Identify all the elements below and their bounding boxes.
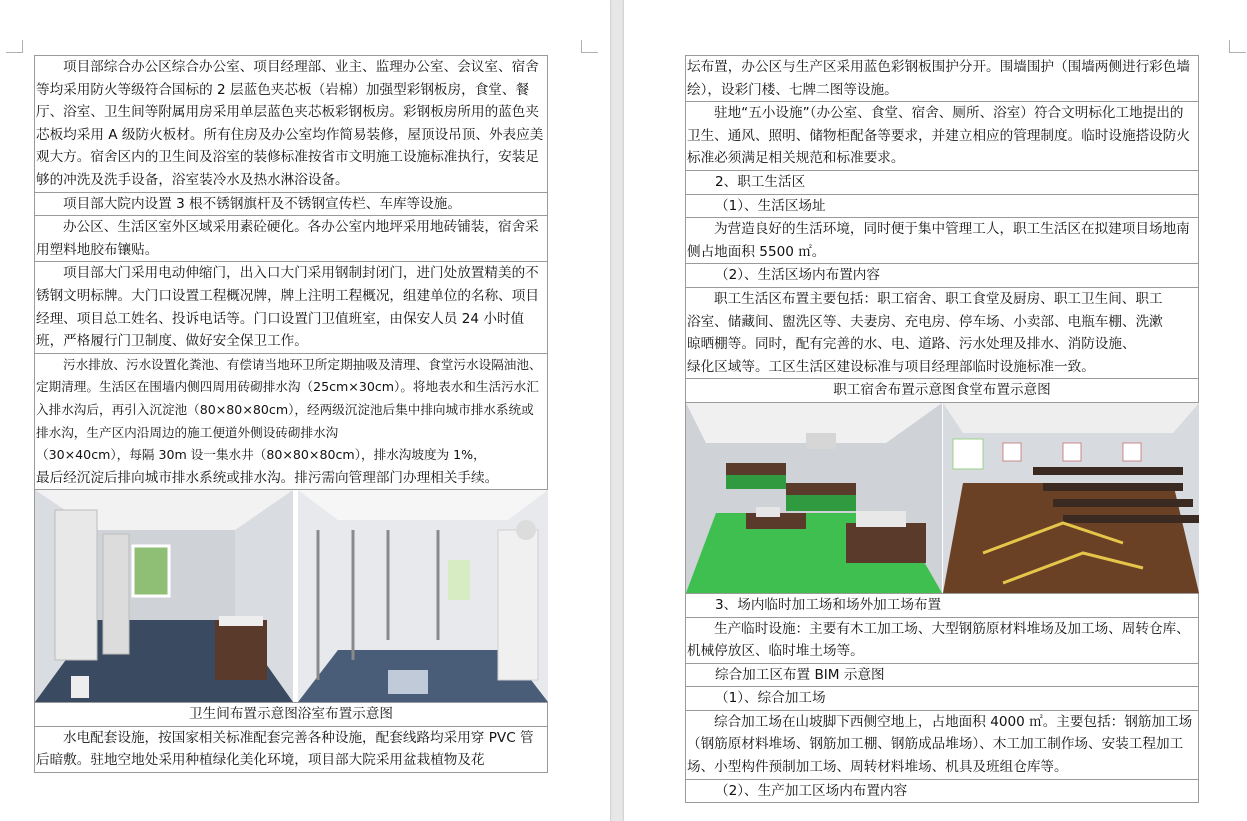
dormitory-images-row	[685, 402, 1199, 593]
figure-caption: 职工宿舍布置示意图食堂布置示意图	[685, 378, 1199, 402]
paragraph[interactable]: 职工生活区布置主要包括：职工宿舍、职工食堂及厨房、职工卫生间、职工 浴室、储藏间、盥洗区等、夫妻房、充电房、停车场、小卖部、电瓶车棚、洗漱 晾晒棚等。同时，配有完善的水、电、道路、污水处理及排水、消防设施、 绿化区域等。工区生活区建设标准与项目经理部临时设施标准一致。	[685, 287, 1199, 378]
paragraph[interactable]: 项目部大门采用电动伸缩门，出入口大门采用钢制封闭门，进门处放置精美的不锈钢文明标牌。大门口设置工程概况牌，牌上注明工程概况，组建单位的名称、项目经理、项目总工姓名、投诉电话等。门口设置门卫值班室，由保安人员 24 小时值班，严格履行门卫制度、做好安全保卫工作。	[34, 261, 548, 352]
paragraph[interactable]: 项目部综合办公区综合办公室、项目经理部、业主、监理办公室、会议室、宿舍等均采用防火等级符合国标的 2 层蓝色夹芯板（岩棉）加强型彩钢板房，食堂、餐厅、浴室、卫生间等附属用房采用单层蓝色夹芯板彩钢板房。彩钢板房所用的蓝色夹芯板均采用 A 级防火板材。所有住房及办公室均作简易装修，屋顶设吊顶、外表应美观大方。宿舍区内的卫生间及浴室的装修标准按省市文明施工设施标准执行，安装足够的冲洗及洗手设备，浴室装冷水及热水淋浴设备。	[34, 55, 548, 192]
paragraph[interactable]: 驻地“五小设施”（办公室、食堂、宿舍、厕所、浴室）符合文明标化工地提出的卫生、通风、照明、储物柜配备等要求，并建立相应的管理制度。临时设施搭设防火标准必须满足相关规范和标准要求。	[685, 101, 1199, 170]
document-page-left	[0, 0, 610, 821]
section-heading: 2、职工生活区	[685, 170, 1199, 194]
paragraph[interactable]: 项目部大院内设置 3 根不锈钢旗杆及不锈钢宣传栏、车库等设施。	[34, 192, 548, 216]
paragraph[interactable]: 办公区、生活区室外区域采用素砼硬化。各办公室内地坪采用地砖铺装，宿舍采用塑料地胶布镶贴。	[34, 215, 548, 261]
crop-mark	[1229, 40, 1246, 53]
paragraph[interactable]: 为营造良好的生活环境，同时便于集中管理工人，职工生活区在拟建项目场地南侧占地面积 5500 ㎡。	[685, 217, 1199, 263]
subsection-heading: （2）、生活区场内布置内容	[685, 263, 1199, 287]
paragraph[interactable]: 综合加工场在山坡脚下西侧空地上，占地面积 4000 ㎡。主要包括：钢筋加工场（钢筋原材料堆场、钢筋加工棚、钢筋成品堆场）、木工加工制作场、安装工程加工场、小型构件预制加工场、周转材料堆场、机具及班组仓库等。	[685, 710, 1199, 779]
text-column	[34, 55, 548, 773]
paragraph[interactable]: 生产临时设施：主要有木工加工场、大型钢筋原材料堆场及加工场、周转仓库、机械停放区、临时堆土场等。	[685, 617, 1199, 663]
document-page-right	[624, 0, 1247, 821]
paragraph[interactable]: 综合加工区布置 BIM 示意图	[685, 663, 1199, 687]
crop-mark	[581, 40, 598, 53]
toilet-layout-image	[35, 490, 293, 702]
subsection-heading: （2）、生产加工区场内布置内容	[685, 779, 1199, 804]
subsection-heading: （1）、生活区场址	[685, 194, 1199, 218]
figure-caption: 卫生间布置示意图浴室布置示意图	[34, 702, 548, 726]
paragraph[interactable]: 坛布置，办公区与生产区采用蓝色彩钢板围护分开。围墙围护（围墙两侧进行彩色墙绘），设彩门楼、七牌二图等设施。	[685, 55, 1199, 101]
shower-room-image	[298, 490, 548, 702]
section-heading: 3、场内临时加工场和场外加工场布置	[685, 593, 1199, 617]
text-column	[685, 55, 1199, 803]
paragraph[interactable]: 水电配套设施，按国家相关标准配套完善各种设施，配套线路均采用穿 PVC 管后暗敷。驻地空地处采用种植绿化美化环境，项目部大院采用盆栽植物及花	[34, 726, 548, 773]
subsection-heading: （1）、综合加工场	[685, 686, 1199, 710]
dormitory-layout-image	[686, 403, 942, 593]
crop-mark	[6, 40, 23, 53]
canteen-layout-image	[943, 403, 1199, 593]
bathroom-images-row	[34, 489, 548, 702]
paragraph[interactable]: 污水排放、污水设置化粪池、有偿请当地环卫所定期抽吸及清理、食堂污水设隔油池、定期清理。生活区在围墙内侧四周用砖砌排水沟（25cm×30cm）。将地表水和生活污水汇入排水沟后，再引入沉淀池（80×80×80cm），经两级沉淀池后集中排向城市排水系统或排水沟，生产区内沿周边的施工便道外侧设砖砌排水沟 （30×40cm），每隔 30m 设一集水井（80×80×80cm），排水沟坡度为 1%， 最后经沉淀后排向城市排水系统或排水沟。排污需向管理部门办理相关手续。	[34, 353, 548, 490]
